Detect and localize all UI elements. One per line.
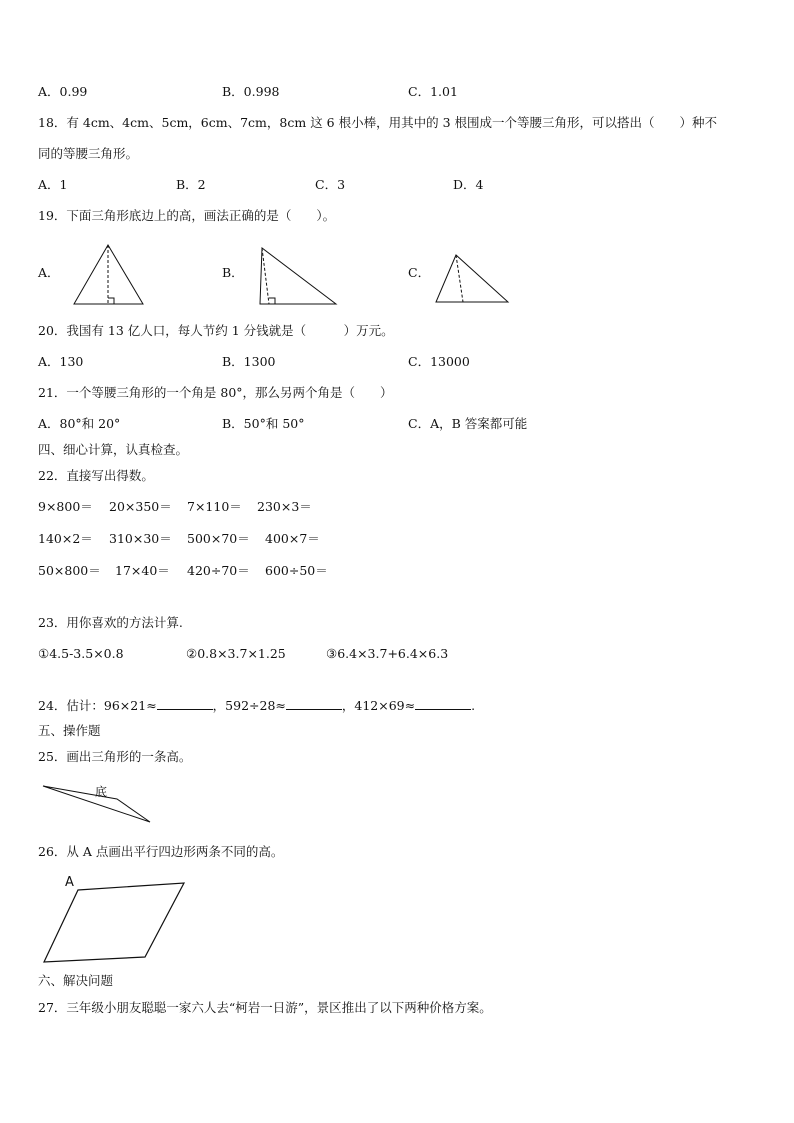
q26-parallelogram [44, 883, 184, 962]
q20-option-c: C．13000 [408, 354, 470, 369]
q24-line [38, 697, 475, 715]
q23-stem: 23．用你喜欢的方法计算. [38, 615, 183, 630]
q25-stem: 25．画出三角形的一条高。 [38, 749, 192, 764]
q25-base-label: 底 [95, 785, 108, 799]
q22-expression: 140×2＝ [38, 531, 93, 546]
q22-expression: 7×110＝ [187, 499, 242, 514]
q18-option-b: B．2 [176, 177, 206, 192]
q18-stem-line2: 同的等腰三角形。 [38, 146, 139, 161]
q17-option-b: B．0.998 [222, 84, 280, 99]
q21-option-c: C．A，B 答案都可能 [408, 416, 528, 431]
q22-expression: 230×3＝ [257, 499, 312, 514]
q23-item-1: ①4.5-3.5×0.8 [38, 646, 124, 661]
q19-option-c: C． [408, 265, 431, 280]
q18-option-a: A．1 [38, 177, 68, 192]
q21-option-a: A．80°和 20° [38, 416, 121, 431]
q26-stem: 26．从 A 点画出平行四边形两条不同的高。 [38, 844, 284, 859]
q20-stem: 20．我国有 13 亿人口，每人节约 1 分钱就是（ ）万元。 [38, 323, 394, 338]
q19-stem: 19．下面三角形底边上的高，画法正确的是（ ）。 [38, 208, 336, 223]
q22-expression: 20×350＝ [109, 499, 172, 514]
q22-expression: 9×800＝ [38, 499, 93, 514]
q22-expression: 420÷70＝ [187, 563, 250, 578]
q24-part-4: . [471, 698, 476, 713]
q17-option-c: C．1.01 [408, 84, 458, 99]
q20-option-a: A．130 [38, 354, 84, 369]
q27-stem: 27．三年级小朋友聪聪一家六人去“柯岩一日游”，景区推出了以下两种价格方案。 [38, 1000, 492, 1015]
q18-option-c: C．3 [315, 177, 346, 192]
q24-part-1: 24．估计：96×21≈ [38, 698, 157, 713]
q18-option-d: D．4 [453, 177, 484, 192]
q20-option-b: B．1300 [222, 354, 276, 369]
q22-expression: 500×70＝ [187, 531, 250, 546]
q24-part-2: ，592÷28≈ [212, 698, 286, 713]
q23-item-3: ③6.4×3.7+6.4×6.3 [326, 646, 449, 661]
q19-option-a: A． [38, 265, 60, 280]
q24-part-3: ，412×69≈ [341, 698, 416, 713]
q17-option-a: A．0.99 [38, 84, 88, 99]
q24-answer-blank-2[interactable] [286, 697, 342, 710]
q23-item-2: ②0.8×3.7×1.25 [186, 646, 286, 661]
section-4-heading: 四、细心计算，认真检查。 [38, 442, 189, 457]
section-5-heading: 五、操作题 [38, 723, 101, 738]
q22-expression: 50×800＝ [38, 563, 101, 578]
q26-vertex-label: A [65, 875, 74, 890]
q19-triangle-a [74, 245, 143, 304]
q19-triangle-b [260, 248, 336, 304]
q22-expression: 600÷50＝ [265, 563, 328, 578]
q21-stem: 21．一个等腰三角形的一个角是 80°，那么另两个角是（ ） [38, 385, 393, 400]
q22-expression: 17×40＝ [115, 563, 170, 578]
section-6-heading: 六、解决问题 [38, 973, 114, 988]
q19-option-b: B． [222, 265, 244, 280]
q21-option-b: B．50°和 50° [222, 416, 305, 431]
q22-stem: 22．直接写出得数。 [38, 468, 154, 483]
q19-triangle-c [436, 255, 508, 302]
q24-answer-blank-3[interactable] [415, 697, 471, 710]
q22-expression: 310×30＝ [109, 531, 172, 546]
q22-expression: 400×7＝ [265, 531, 320, 546]
q24-answer-blank-1[interactable] [157, 697, 213, 710]
q18-stem-line1: 18．有 4cm、4cm、5cm，6cm、7cm，8cm 这 6 根小棒，用其中的 3 根围成一个等腰三角形，可以搭出（ ）种不 [38, 115, 717, 130]
